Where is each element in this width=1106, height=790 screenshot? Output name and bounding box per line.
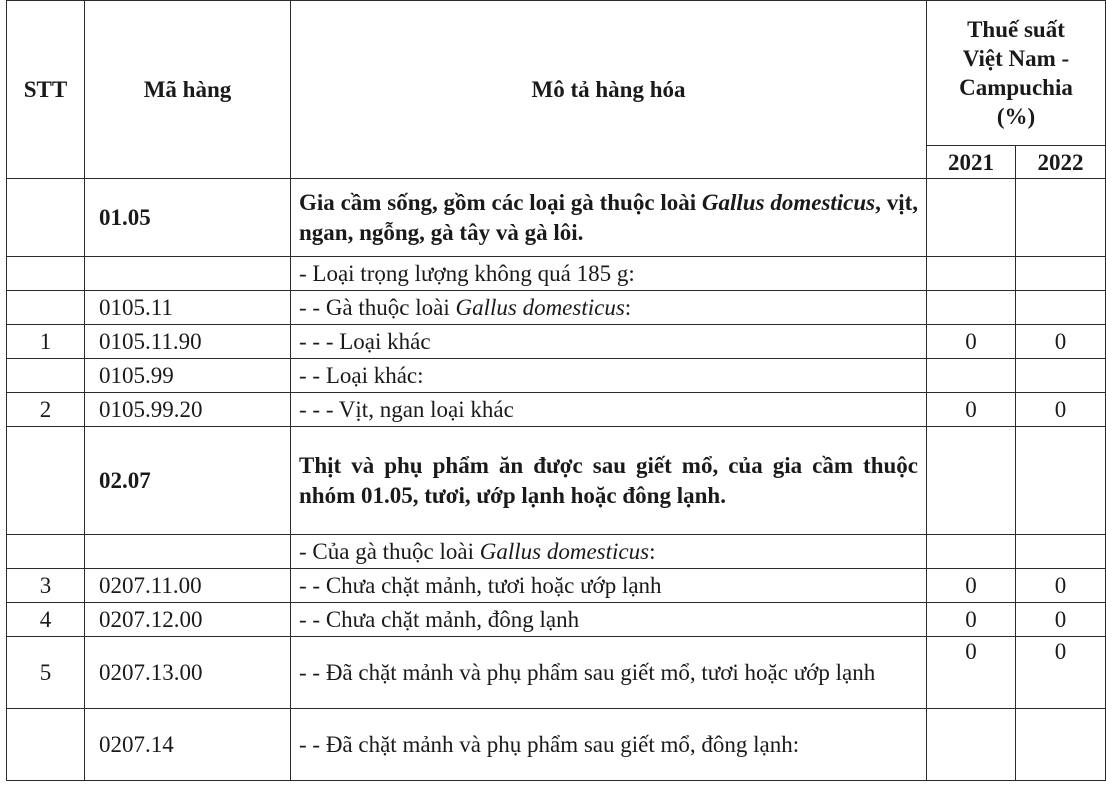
rate-2022-cell: 0 xyxy=(1016,325,1106,359)
table-row xyxy=(7,179,1106,257)
header-tax-rate-line1: Thuế suất xyxy=(967,17,1065,42)
stt-cell xyxy=(7,709,85,781)
stt-cell xyxy=(7,179,85,257)
description-cell xyxy=(291,637,927,709)
header-code: Mã hàng xyxy=(85,1,291,179)
description-text-end: : xyxy=(649,538,656,564)
rate-2022-cell xyxy=(1016,427,1106,535)
code-cell: 01.05 xyxy=(85,179,291,257)
description-text: - - - Vịt, ngan loại khác xyxy=(299,396,514,422)
stt-cell: 5 xyxy=(7,637,85,709)
table-row xyxy=(7,637,1106,709)
rate-2021-cell xyxy=(927,359,1016,393)
header-tax-rate-line3: Campuchia xyxy=(959,75,1073,100)
table-row xyxy=(7,603,1106,637)
rate-2021-cell xyxy=(927,291,1016,325)
description-text: - - Chưa chặt mảnh, tươi hoặc ướp lạnh xyxy=(299,572,662,598)
description-text: - Của gà thuộc loài xyxy=(299,538,480,564)
rate-2022-cell xyxy=(1016,709,1106,781)
description-text: - - Gà thuộc loài xyxy=(299,294,456,320)
code-cell xyxy=(85,535,291,569)
code-cell: 0207.13.00 xyxy=(85,637,291,709)
rate-2021-cell: 0 xyxy=(927,325,1016,359)
stt-cell: 1 xyxy=(7,325,85,359)
rate-2022-cell xyxy=(1016,359,1106,393)
description-cell xyxy=(291,179,927,257)
description-cell xyxy=(291,325,927,359)
description-cell xyxy=(291,569,927,603)
header-year-2022: 2022 xyxy=(1016,146,1106,179)
description-cell xyxy=(291,393,927,427)
description-cell xyxy=(291,709,927,781)
stt-cell xyxy=(7,359,85,393)
description-species: Gallus domesticus xyxy=(701,189,876,215)
header-row xyxy=(7,1,1106,146)
rate-2021-cell: 0 xyxy=(927,569,1016,603)
code-cell: 02.07 xyxy=(85,427,291,535)
code-cell: 0105.99.20 xyxy=(85,393,291,427)
stt-cell xyxy=(7,427,85,535)
description-cell xyxy=(291,257,927,291)
table-row xyxy=(7,709,1106,781)
rate-2021-cell: 0 xyxy=(927,603,1016,637)
description-cell xyxy=(291,359,927,393)
description-text: - - Đã chặt mảnh và phụ phẩm sau giết mổ, đông lạnh: xyxy=(299,731,800,757)
header-tax-rate xyxy=(927,1,1106,146)
table-row xyxy=(7,325,1106,359)
header-stt: STT xyxy=(7,1,85,179)
rate-2022-cell: 0 xyxy=(1016,603,1106,637)
table-row xyxy=(7,427,1106,535)
tariff-table xyxy=(6,0,1106,781)
stt-cell xyxy=(7,257,85,291)
rate-2022-cell: 0 xyxy=(1016,393,1106,427)
stt-cell xyxy=(7,535,85,569)
code-cell: 0207.12.00 xyxy=(85,603,291,637)
description-text: - - Loại khác: xyxy=(299,362,424,388)
table-row xyxy=(7,359,1106,393)
rate-2022-cell xyxy=(1016,535,1106,569)
rate-2022-cell xyxy=(1016,179,1106,257)
stt-cell: 2 xyxy=(7,393,85,427)
table-row xyxy=(7,569,1106,603)
description-text: - - - Loại khác xyxy=(299,328,431,354)
rate-2022-cell xyxy=(1016,257,1106,291)
header-tax-rate-line4: (%) xyxy=(996,104,1036,129)
description-text: - - Đã chặt mảnh và phụ phẩm sau giết mổ, tươi hoặc ướp lạnh xyxy=(299,659,876,685)
stt-cell: 4 xyxy=(7,603,85,637)
table-row xyxy=(7,257,1106,291)
rate-2021-cell xyxy=(927,257,1016,291)
description-text-end: : xyxy=(624,294,632,320)
description-cell xyxy=(291,427,927,535)
rate-2021-cell: 0 xyxy=(927,393,1016,427)
code-cell: 0105.11.90 xyxy=(85,325,291,359)
table-row xyxy=(7,535,1106,569)
description-text: - - Chưa chặt mảnh, đông lạnh xyxy=(299,606,580,632)
code-cell: 0105.99 xyxy=(85,359,291,393)
header-tax-rate-line2: Việt Nam - xyxy=(962,46,1070,71)
rate-2021-cell xyxy=(927,535,1016,569)
rate-2021-cell xyxy=(927,427,1016,535)
table-row xyxy=(7,393,1106,427)
description-text: Thịt và phụ phẩm ăn được sau giết mổ, của gia cầm thuộc nhóm 01.05, tươi, ướp lạnh hoặc đông lạnh. xyxy=(299,452,918,508)
rate-2022-cell xyxy=(1016,291,1106,325)
rate-2021-cell: 0 xyxy=(927,637,1016,709)
description-species: Gallus domesticus xyxy=(479,538,650,564)
code-cell xyxy=(85,257,291,291)
header-description: Mô tả hàng hóa xyxy=(291,1,927,179)
rate-2022-cell: 0 xyxy=(1016,569,1106,603)
description-cell xyxy=(291,535,927,569)
description-cell xyxy=(291,291,927,325)
description-text-end: , vịt, ngan, ngỗng, gà tây và gà lôi. xyxy=(299,189,918,245)
description-text: Gia cầm sống, gồm các loại gà thuộc loài xyxy=(299,189,702,215)
description-cell xyxy=(291,603,927,637)
rate-2022-cell: 0 xyxy=(1016,637,1106,709)
code-cell: 0207.14 xyxy=(85,709,291,781)
table-row xyxy=(7,291,1106,325)
code-cell: 0207.11.00 xyxy=(85,569,291,603)
stt-cell xyxy=(7,291,85,325)
rate-2021-cell xyxy=(927,179,1016,257)
description-text: - Loại trọng lượng không quá 185 g: xyxy=(299,260,635,286)
rate-2021-cell xyxy=(927,709,1016,781)
stt-cell: 3 xyxy=(7,569,85,603)
code-cell: 0105.11 xyxy=(85,291,291,325)
description-species: Gallus domesticus xyxy=(455,294,625,320)
header-year-2021: 2021 xyxy=(927,146,1016,179)
